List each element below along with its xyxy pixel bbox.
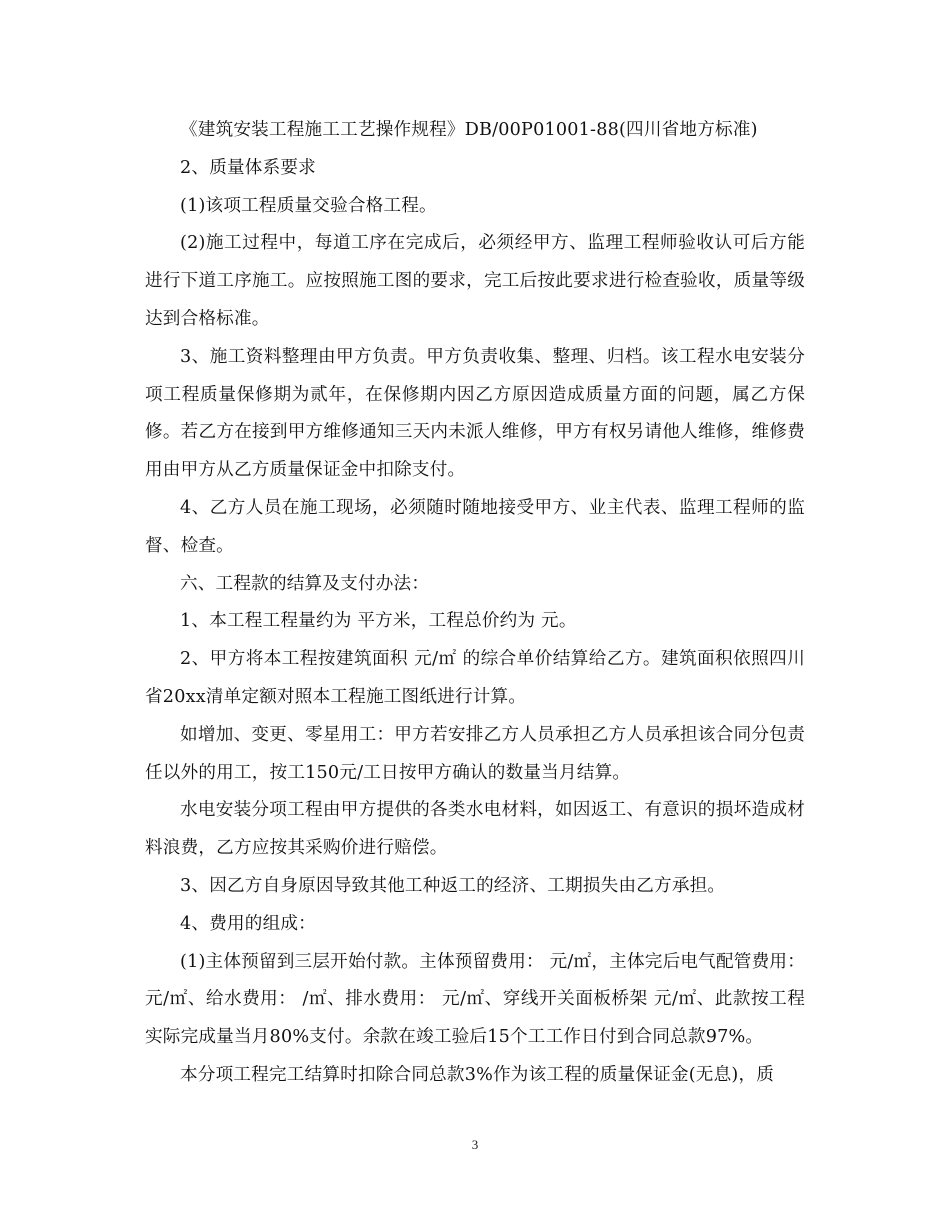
paragraph-cost-composition-item-1: (1)主体预留到三层开始付款。主体预留费用： 元/㎡，主体完后电气配管费用： 元/㎡、给水费用： /㎡、排水费用： 元/㎡、穿线开关面板桥架 元/㎡、此款按工程实际完成量当月80%支付。余款在竣工验后15个工工作日付到合同总款97%。: [145, 951, 805, 1048]
document-body: [145, 112, 805, 1095]
paragraph-standard-reference: 《建筑安装工程施工工艺操作规程》DB/00P01001-88(四川省地方标准): [180, 120, 758, 140]
paragraph-quality-system-heading: 2、质量体系要求: [180, 157, 316, 178]
paragraph-quality-item-2: (2)施工过程中，每道工序在完成后，必须经甲方、监理工程师验收认可后方能进行下道工序施工。应按照施工图的要求，完工后按此要求进行检查验收，质量等级达到合格标准。: [145, 233, 805, 329]
paragraph-material-compensation: 水电安装分项工程由甲方提供的各类水电材料，如因返工、有意识的损坏造成材料浪费，乙方应按其采购价进行赔偿。: [145, 800, 805, 859]
paragraph-payment-item-1: 1、本工程工程量约为 平方米，工程总价约为 元。: [180, 611, 577, 632]
paragraph-payment-section-heading: 六、工程款的结算及支付办法：: [180, 573, 430, 594]
paragraph-extra-labor: 如增加、变更、零星用工：甲方若安排乙方人员承担乙方人员承担该合同分包责任以外的用工，按工150元/工日按甲方确认的数量当月结算。: [145, 724, 805, 783]
paragraph-construction-records: 3、施工资料整理由甲方负责。甲方负责收集、整理、归档。该工程水电安装分项工程质量保修期为贰年，在保修期内因乙方原因造成质量方面的问题，属乙方保修。若乙方在接到甲方维修通知三天内未派人维修，甲方有权另请他人维修，维修费用由甲方从乙方质量保证金中扣除支付。: [145, 346, 805, 481]
paragraph-payment-item-2: 2、甲方将本工程按建筑面积 元/㎡ 的综合单价结算给乙方。建筑面积依照四川省20xx清单定额对照本工程施工图纸进行计算。: [145, 649, 805, 707]
paragraph-cost-composition-heading: 4、费用的组成：: [180, 913, 316, 934]
paragraph-payment-item-3: 3、因乙方自身原因导致其他工种返工的经济、工期损失由乙方承担。: [180, 875, 726, 896]
paragraph-quality-item-1: (1)该项工程质量交验合格工程。: [180, 195, 437, 216]
paragraph-quality-deposit: 本分项工程完工结算时扣除合同总款3%作为该工程的质量保证金(无息)，质: [180, 1064, 775, 1085]
paragraph-site-supervision: 4、乙方人员在施工现场，必须随时随地接受甲方、业主代表、监理工程师的监督、检查。: [145, 497, 805, 556]
page-number: 3: [471, 1137, 479, 1152]
